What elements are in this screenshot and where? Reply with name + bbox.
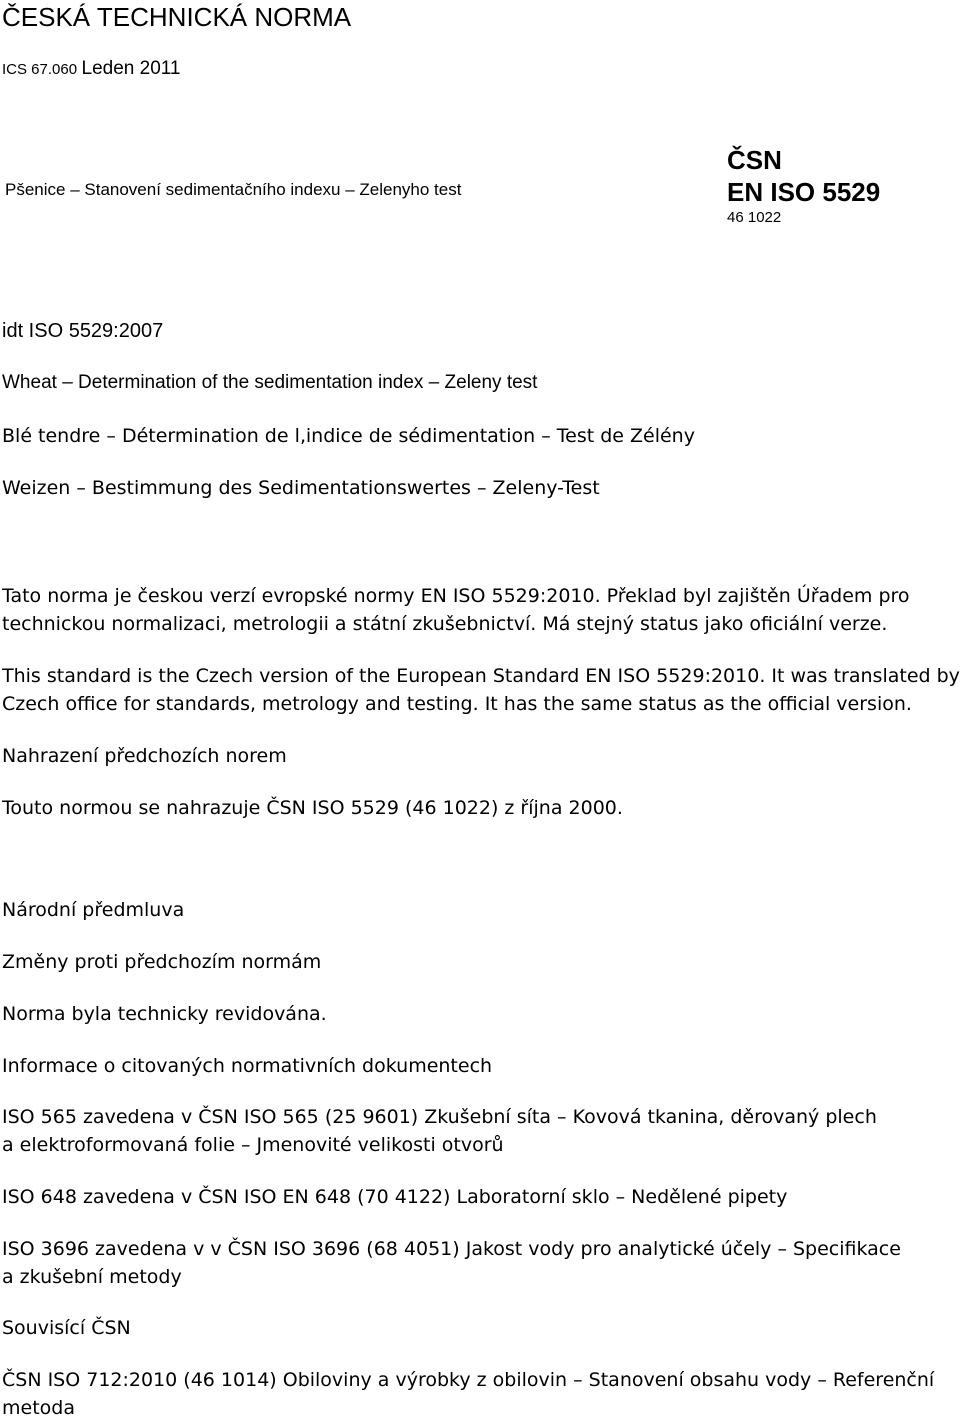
- standard-designation: [727, 144, 880, 228]
- issue-date: Leden 2011: [81, 58, 181, 79]
- ics-line: [2, 58, 181, 80]
- ics-code: ICS 67.060: [2, 61, 78, 78]
- related-iso712-line1: ČSN ISO 712:2010 (46 1014) Obiloviny a výrobky z obilovin – Stanovení obsahu vody – Referenční: [2, 1369, 935, 1391]
- classification-number: 46 1022: [727, 209, 782, 226]
- replacement-heading: Nahrazení předchozích norem: [2, 745, 287, 767]
- foreword-heading: Národní předmluva: [2, 899, 185, 921]
- german-title: Weizen – Bestimmung des Sedimentationswertes – Zeleny-Test: [2, 477, 600, 499]
- standard-number: EN ISO 5529: [727, 177, 881, 207]
- ref-iso565-line2: a elektroformovaná folie – Jmenovité velikosti otvorů: [2, 1134, 504, 1156]
- intro-english-line2: Czech office for standards, metrology and testing. It has the same status as the official version.: [2, 693, 912, 715]
- csn-brand: ČSN: [727, 145, 782, 175]
- czech-subject-title: Pšenice – Stanovení sedimentačního indexu – Zelenyho test: [5, 180, 462, 199]
- changes-text: Norma byla technicky revidována.: [2, 1003, 327, 1025]
- document-title: ČESKÁ TECHNICKÁ NORMA: [2, 2, 352, 32]
- intro-czech-line1: Tato norma je českou verzí evropské normy EN ISO 5529:2010. Překlad byl zajištěn Úřadem pro: [2, 585, 910, 607]
- changes-heading: Změny proti předchozím normám: [2, 951, 322, 973]
- intro-english-line1: This standard is the Czech version of the European Standard EN ISO 5529:2010. It was translated by: [2, 665, 960, 687]
- ref-iso3696-line1: ISO 3696 zavedena v v ČSN ISO 3696 (68 4051) Jakost vody pro analytické účely – Specifikace: [2, 1238, 901, 1260]
- replacement-text: Touto normou se nahrazuje ČSN ISO 5529 (46 1022) z října 2000.: [2, 797, 623, 819]
- french-title: Blé tendre – Détermination de l‚indice de sédimentation – Test de Zélény: [2, 425, 695, 447]
- related-heading: Souvisící ČSN: [2, 1317, 131, 1339]
- related-iso712-line2: metoda: [2, 1397, 75, 1419]
- refs-heading: Informace o citovaných normativních dokumentech: [2, 1055, 493, 1077]
- english-title: Wheat – Determination of the sedimentation index – Zeleny test: [2, 372, 538, 393]
- intro-czech-line2: technickou normalizaci, metrologii a státní zkušebnictví. Má stejný status jako oficiální verze.: [2, 613, 888, 635]
- ref-iso565-line1: ISO 565 zavedena v ČSN ISO 565 (25 9601) Zkušební síta – Kovová tkanina, děrovaný plech: [2, 1106, 877, 1128]
- ref-iso648: ISO 648 zavedena v ČSN ISO EN 648 (70 4122) Laboratorní sklo – Nedělené pipety: [2, 1186, 788, 1208]
- identical-iso: idt ISO 5529:2007: [2, 320, 164, 342]
- ref-iso3696-line2: a zkušební metody: [2, 1266, 182, 1288]
